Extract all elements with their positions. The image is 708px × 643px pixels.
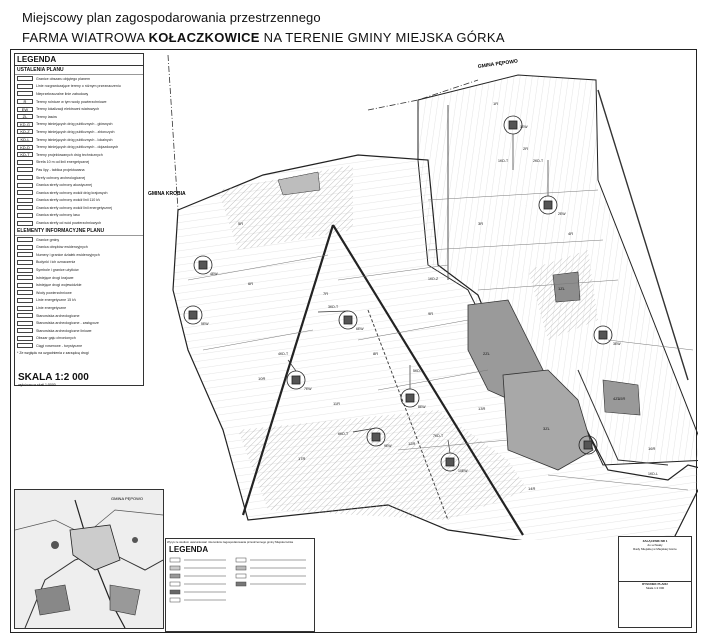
legend-text: Granica obrębów ewidencyjnych bbox=[36, 245, 88, 250]
legend-text: Ciągi rowerowe - turystyczne bbox=[36, 343, 83, 348]
svg-text:2R: 2R bbox=[523, 146, 529, 151]
legend-text: Granica strefy ochrony lasu bbox=[36, 213, 80, 218]
svg-text:9EW: 9EW bbox=[384, 444, 392, 448]
legend-row bbox=[15, 342, 143, 350]
title-suffix: NA TERENIE GMINY MIEJSKA GÓRKA bbox=[259, 30, 505, 45]
legend-text: Istniejące drogi krajowe bbox=[36, 275, 74, 280]
stamp-line-5: Skala 1:2 000 bbox=[645, 586, 665, 590]
legend-text: Granica strefy ochrony wokół linii 110 kV bbox=[36, 198, 101, 203]
legend-row bbox=[15, 297, 143, 305]
svg-text:10R: 10R bbox=[258, 376, 266, 381]
inset-map[interactable] bbox=[14, 489, 164, 629]
legend-row bbox=[15, 204, 143, 212]
title-prefix: FARMA WIATROWA bbox=[22, 30, 149, 45]
legend-symbol: KD-T bbox=[17, 152, 33, 157]
svg-text:16R: 16R bbox=[648, 446, 656, 451]
inset-label: GMINA PĘPOWO bbox=[111, 496, 144, 501]
legend-symbol bbox=[17, 84, 33, 89]
svg-text:4EW: 4EW bbox=[210, 272, 218, 276]
svg-text:12R: 12R bbox=[408, 441, 416, 446]
legend-text: Pas lipy - tablica projektowana bbox=[36, 167, 85, 172]
legend-text: Tereny istniejących dróg publicznych - głównych bbox=[36, 122, 113, 127]
legend-symbol bbox=[17, 205, 33, 210]
svg-text:11R: 11R bbox=[333, 401, 341, 406]
title-stamp bbox=[618, 536, 692, 628]
legend-section-2: ELEMENTY INFORMACYJNE PLANU bbox=[15, 227, 143, 236]
legend-row bbox=[15, 166, 143, 174]
legend-symbol bbox=[17, 221, 33, 226]
scale-label: SKALA 1:2 000 bbox=[18, 372, 89, 383]
legend-row bbox=[15, 128, 143, 136]
svg-text:2ZL: 2ZL bbox=[483, 351, 490, 356]
legend-symbol bbox=[17, 336, 33, 341]
title-bold: KOŁACZKOWICE bbox=[148, 30, 260, 45]
stamp-line-2: do uchwały bbox=[647, 543, 663, 547]
svg-text:6EW: 6EW bbox=[356, 327, 364, 331]
legend-row bbox=[15, 243, 143, 251]
legend-row bbox=[15, 251, 143, 259]
legend-symbol bbox=[17, 175, 33, 180]
legend-symbol bbox=[17, 328, 33, 333]
svg-text:6R: 6R bbox=[248, 281, 254, 286]
legend-row bbox=[15, 83, 143, 91]
legend-row bbox=[15, 281, 143, 289]
svg-text:8R: 8R bbox=[373, 351, 379, 356]
legend-symbol bbox=[17, 76, 33, 81]
legend-text: Stanowiska archeologiczne liniowe bbox=[36, 328, 92, 333]
legend-row bbox=[15, 312, 143, 320]
legend-symbol bbox=[17, 275, 33, 280]
stamp-line-1: ZAŁĄCZNIK NR 1 bbox=[642, 539, 668, 543]
border-line bbox=[168, 55, 178, 210]
title-line-2 bbox=[22, 30, 505, 45]
legend-symbol bbox=[17, 268, 33, 273]
svg-text:17R: 17R bbox=[298, 456, 306, 461]
legend-symbol bbox=[17, 190, 33, 195]
legend-text: Obszar gaju chronionych bbox=[36, 336, 76, 341]
legend-text: Strefy ochrony archeologicznej bbox=[36, 175, 86, 180]
stamp-line-3: Rady Miejskiej w Miejskiej Górce bbox=[633, 547, 677, 551]
legend-symbol: KD-G bbox=[17, 122, 33, 127]
legend-symbol bbox=[17, 290, 33, 295]
legend-row bbox=[15, 304, 143, 312]
legend-row bbox=[15, 197, 143, 205]
svg-text:1KD-L: 1KD-L bbox=[648, 472, 658, 476]
legend-symbol bbox=[17, 321, 33, 326]
legend-row bbox=[15, 151, 143, 159]
legend-text: Numery i granice działek ewidencyjnych bbox=[36, 252, 100, 257]
legend-symbol: KD-Z bbox=[17, 129, 33, 134]
legend-row bbox=[15, 236, 143, 244]
legend-text: Stanowiska archeologiczne - zastępcze bbox=[36, 321, 99, 326]
legend-row bbox=[15, 136, 143, 144]
legend-symbol: KD-D bbox=[17, 145, 33, 150]
legend-rows-2 bbox=[15, 236, 143, 350]
legend-symbol bbox=[17, 213, 33, 218]
svg-text:1KD-Z: 1KD-Z bbox=[428, 277, 439, 281]
svg-text:4ZL: 4ZL bbox=[613, 396, 620, 401]
legend-text: Linie energetyczne bbox=[36, 306, 67, 311]
inset-legend-title: LEGENDA bbox=[169, 545, 209, 554]
legend-text: Tereny lokalizacji elektrowni wiatrowych bbox=[36, 107, 100, 112]
legend-row bbox=[15, 98, 143, 106]
svg-text:3KD-T: 3KD-T bbox=[328, 305, 339, 309]
legend-text: Granica strefy ochrony wokół linii energetycznej bbox=[36, 205, 112, 210]
legend-row bbox=[15, 259, 143, 267]
svg-text:1R: 1R bbox=[493, 101, 499, 106]
legend-symbol bbox=[17, 245, 33, 250]
legend-text: Symbole i granice użytków bbox=[36, 268, 79, 273]
svg-text:14R: 14R bbox=[528, 486, 536, 491]
legend-row bbox=[15, 143, 143, 151]
stamp-line-4: RYSUNEK PLANU bbox=[619, 581, 691, 586]
legend-row bbox=[15, 75, 143, 83]
legend-text: Stanowiska archeologiczne bbox=[36, 313, 80, 318]
legend-row bbox=[15, 274, 143, 282]
legend-section-1: USTALENIA PLANU bbox=[15, 66, 143, 75]
legend-text: Granice obszaru objętego planem bbox=[36, 76, 90, 81]
legend-panel bbox=[14, 53, 144, 386]
inset-legend-symbols bbox=[166, 554, 312, 614]
legend-row bbox=[15, 189, 143, 197]
svg-text:2EW: 2EW bbox=[558, 212, 566, 216]
svg-text:7EW: 7EW bbox=[304, 387, 312, 391]
svg-text:6KD-T: 6KD-T bbox=[338, 432, 349, 436]
legend-symbol bbox=[17, 167, 33, 172]
label-gmina-krobia: GMINA KROBIA bbox=[148, 191, 186, 197]
svg-text:1EW: 1EW bbox=[520, 125, 528, 129]
svg-text:2KD-T: 2KD-T bbox=[533, 159, 544, 163]
legend-symbol bbox=[17, 313, 33, 318]
legend-text: Budynki i ich oznaczenia bbox=[36, 260, 76, 265]
legend-symbol bbox=[17, 160, 33, 165]
svg-text:5KD-T: 5KD-T bbox=[413, 369, 424, 373]
legend-text: Wody powierzchniowe bbox=[36, 290, 72, 295]
svg-text:3ZL: 3ZL bbox=[543, 426, 550, 431]
legend-title: LEGENDA bbox=[15, 54, 143, 66]
legend-row bbox=[15, 105, 143, 113]
legend-symbol bbox=[17, 306, 33, 311]
legend-symbol: R bbox=[17, 99, 33, 104]
svg-text:5R: 5R bbox=[238, 221, 244, 226]
legend-symbol bbox=[17, 283, 33, 288]
inset-info-head: Wyrys ze studium uwarunkowań i kierunków zagospodarowania przestrzennego gminy Miejska Górka bbox=[167, 540, 294, 544]
legend-note: * Ze względu na uzgodnienia z zarządcą drogi bbox=[17, 350, 89, 355]
legend-symbol bbox=[17, 91, 33, 96]
legend-text: Tereny projektowanych dróg technicznych bbox=[36, 152, 103, 157]
legend-row bbox=[15, 327, 143, 335]
label-gmina-pepowo: GMINA PĘPOWO bbox=[477, 58, 519, 70]
legend-row bbox=[15, 159, 143, 167]
legend-row bbox=[15, 219, 143, 227]
inset-map-svg bbox=[15, 490, 163, 628]
legend-symbol: KD-L bbox=[17, 137, 33, 142]
legend-text: Strefa 10 m od linii energetycznej bbox=[36, 160, 90, 165]
legend-row bbox=[15, 121, 143, 129]
svg-text:3R: 3R bbox=[478, 221, 484, 226]
legend-text: Istniejące drogi wojewódzkie bbox=[36, 283, 82, 288]
svg-text:7R: 7R bbox=[323, 291, 329, 296]
legend-text: Granice gminy bbox=[36, 237, 60, 242]
legend-text: Tereny istniejących dróg publicznych - dojazdowych bbox=[36, 145, 119, 150]
legend-text: Nieprzekraczalne linie zabudowy bbox=[36, 91, 89, 96]
legend-text: Tereny lasów bbox=[36, 114, 57, 119]
legend-text: Tereny istniejących dróg publicznych - lokalnych bbox=[36, 137, 113, 142]
legend-symbol: ZL bbox=[17, 114, 33, 119]
legend-row bbox=[15, 113, 143, 121]
svg-text:5EW: 5EW bbox=[201, 322, 209, 326]
svg-text:13R: 13R bbox=[478, 406, 486, 411]
legend-row bbox=[15, 90, 143, 98]
svg-text:1KD-T: 1KD-T bbox=[498, 159, 509, 163]
plan-map[interactable] bbox=[148, 50, 698, 540]
legend-symbol bbox=[17, 343, 33, 348]
legend-symbol bbox=[17, 252, 33, 257]
legend-row bbox=[15, 212, 143, 220]
svg-text:10EW: 10EW bbox=[458, 469, 468, 473]
legend-text: Linie rozgraniczające tereny o różnym przeznaczeniu bbox=[36, 84, 121, 89]
scale-sub-label: wyłożono w skali 1:5000 bbox=[18, 383, 56, 387]
legend-row bbox=[15, 174, 143, 182]
legend-text: Granica strefy ochrony akustycznej bbox=[36, 183, 92, 188]
svg-text:3EW: 3EW bbox=[613, 342, 621, 346]
svg-text:1ZL: 1ZL bbox=[558, 286, 565, 291]
legend-symbol bbox=[17, 298, 33, 303]
legend-row bbox=[15, 319, 143, 327]
svg-text:4KD-T: 4KD-T bbox=[278, 352, 289, 356]
legend-symbol bbox=[17, 237, 33, 242]
svg-text:9R: 9R bbox=[428, 311, 434, 316]
title-line-1: Miejscowy plan zagospodarowania przestrzennego bbox=[22, 10, 321, 25]
svg-text:7KD-T: 7KD-T bbox=[433, 434, 444, 438]
legend-symbol bbox=[17, 260, 33, 265]
legend-text: Granica strefy ochrony wokół dróg krajowych bbox=[36, 190, 108, 195]
legend-symbol bbox=[17, 198, 33, 203]
inset-legend-box bbox=[165, 538, 315, 632]
legend-text: Linie energetyczne 15 kV bbox=[36, 298, 77, 303]
legend-text: Granica strefy od wód powierzchniowych bbox=[36, 221, 102, 226]
legend-rows-1 bbox=[15, 75, 143, 227]
legend-row bbox=[15, 289, 143, 297]
legend-symbol: EW bbox=[17, 107, 33, 112]
legend-symbol bbox=[17, 183, 33, 188]
legend-text: Tereny rolnicze w tym wody powierzchniowe bbox=[36, 99, 107, 104]
svg-text:4R: 4R bbox=[568, 231, 574, 236]
legend-row bbox=[15, 181, 143, 189]
svg-text:15R: 15R bbox=[618, 396, 626, 401]
legend-row bbox=[15, 266, 143, 274]
svg-text:8EW: 8EW bbox=[418, 405, 426, 409]
legend-text: Tereny istniejących dróg publicznych - zbiorczych bbox=[36, 129, 115, 134]
legend-row bbox=[15, 335, 143, 343]
